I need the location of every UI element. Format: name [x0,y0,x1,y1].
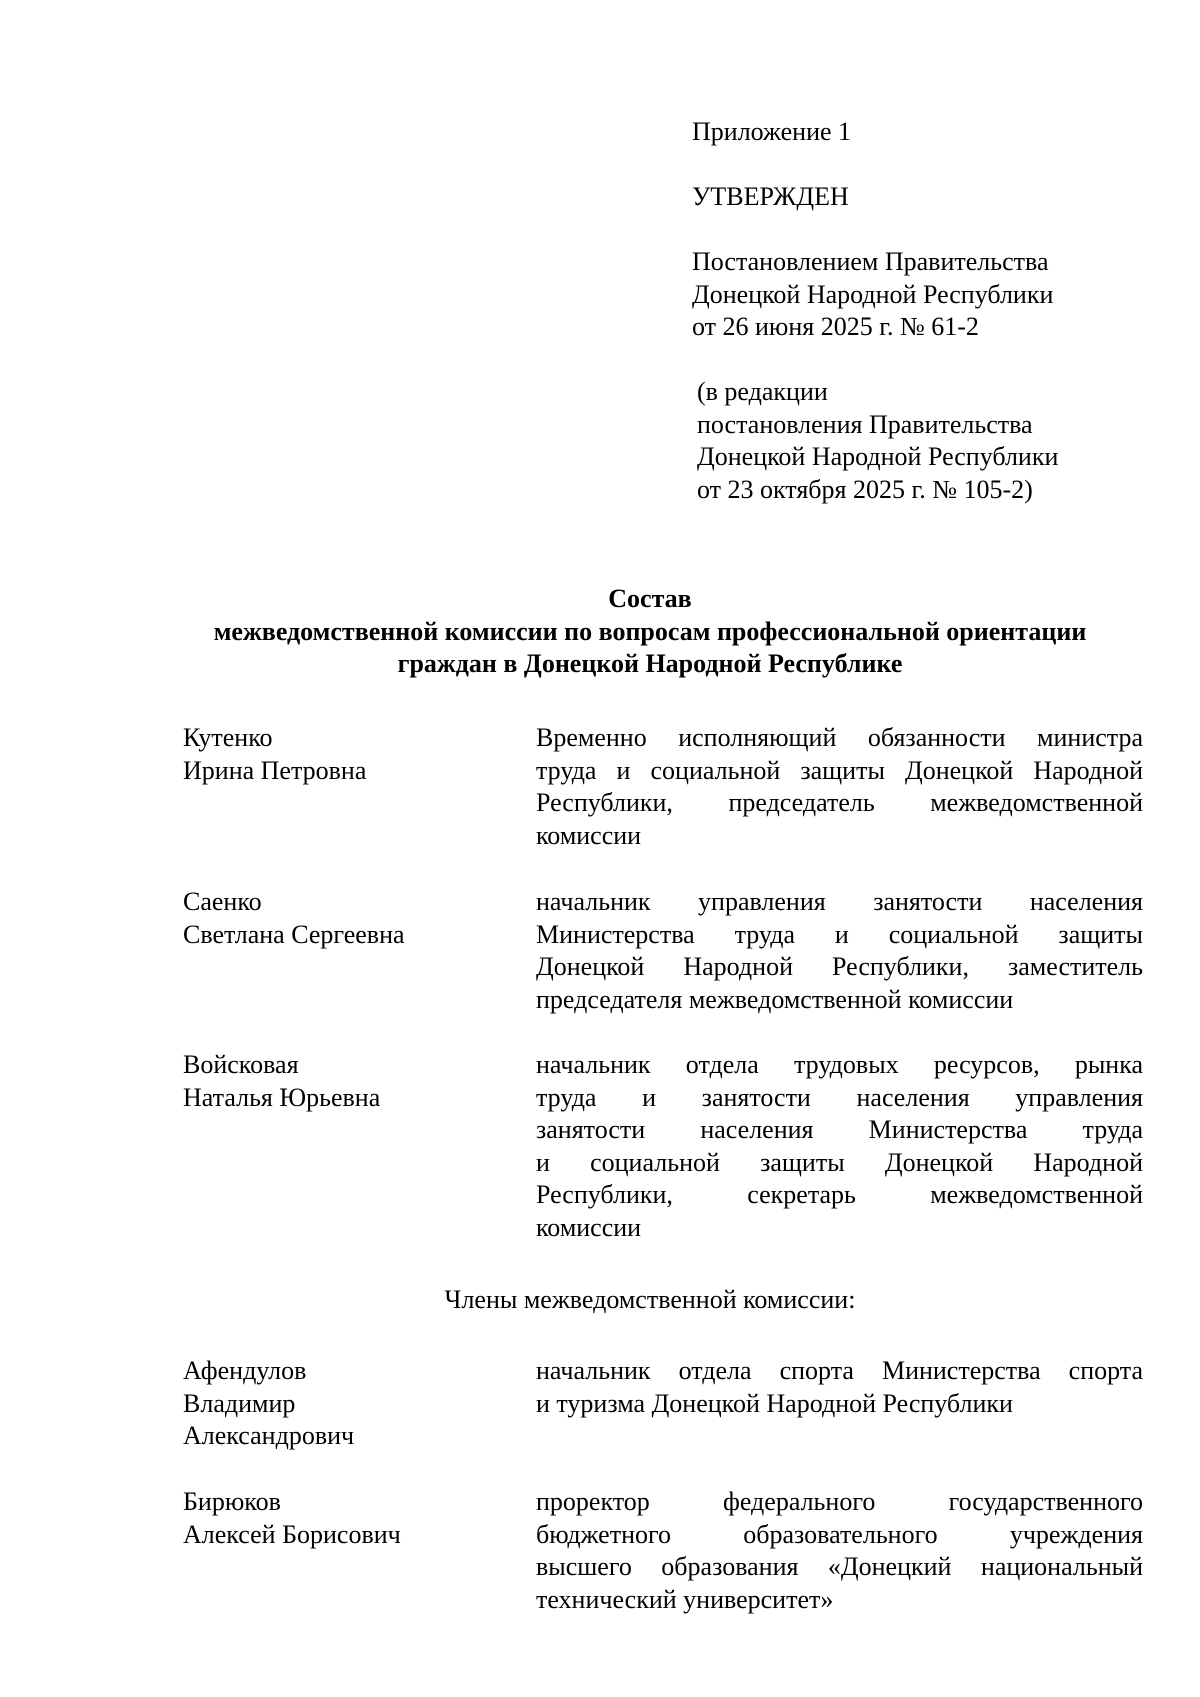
member-name [183,886,503,951]
name-line: Бирюков [183,1487,281,1516]
member-role [536,1355,1143,1420]
member-role [536,722,1143,852]
role-line: Донецкой Народной Республики, заместитель [536,952,1143,981]
document-title [150,583,1150,681]
role-line: технический университет» [536,1584,834,1614]
edition-line: постановления Правительства [697,409,1033,439]
name-line: Александрович [183,1421,355,1450]
title-line: граждан в Донецкой Народной Республике [397,649,903,678]
role-line: труда и занятости населения управления [536,1082,1143,1112]
member-role [536,1049,1143,1244]
role-line: председателя межведомственной комиссии [536,984,1014,1014]
appendix-text: Приложение 1 [692,117,852,146]
name-line: Владимир [183,1388,296,1418]
role-line: бюджетного образовательного учреждения [536,1519,1143,1549]
name-line: Афендулов [183,1356,307,1385]
member-name [183,1049,503,1114]
member-role [536,886,1143,1016]
member-name [183,722,503,787]
decree-line: Постановлением Правительства [692,247,1049,276]
role-line: начальник отдела спорта Министерства спорта [536,1356,1143,1385]
title-line: Состав [608,584,692,613]
title-line: межведомственной комиссии по вопросам профессиональной ориентации [213,616,1087,646]
member-role [536,1486,1143,1616]
decree-reference [692,246,1053,344]
role-line: и социальной защиты Донецкой Народной [536,1147,1143,1177]
member-name [183,1486,503,1551]
member-name [183,1355,503,1453]
edition-line: от 23 октября 2025 г. № 105-2) [697,474,1033,504]
role-line: комиссии [536,820,642,850]
role-line: и туризма Донецкой Народной Республики [536,1388,1013,1418]
name-line: Кутенко [183,723,273,752]
approved-label [692,181,849,214]
role-line: начальник отдела трудовых ресурсов, рынка [536,1050,1143,1079]
role-line: Министерства труда и социальной защиты [536,919,1143,949]
name-line: Саенко [183,887,262,916]
name-line: Войсковая [183,1050,299,1079]
members-section-label: Члены межведомственной комиссии: [444,1285,856,1314]
edition-line: (в редакции [697,377,828,406]
role-line: труда и социальной защиты Донецкой Народной [536,755,1143,785]
role-line: Республики, секретарь межведомственной [536,1180,1143,1209]
decree-line: Донецкой Народной Республики [692,279,1054,309]
edition-line: Донецкой Народной Республики [697,442,1059,471]
role-line: Временно исполняющий обязанности министра [536,723,1143,752]
role-line: начальник управления занятости населения [536,887,1143,916]
role-line: проректор федерального государственного [536,1487,1143,1516]
appendix-label [692,116,851,149]
edition-reference [697,376,1058,506]
name-line: Ирина Петровна [183,755,367,785]
decree-line: от 26 июня 2025 г. № 61-2 [692,312,979,341]
role-line: Республики, председатель межведомственной [536,788,1143,817]
role-line: комиссии [536,1212,642,1242]
name-line: Алексей Борисович [183,1519,401,1549]
role-line: занятости населения Министерства труда [536,1115,1143,1144]
role-line: высшего образования «Донецкий национальный [536,1552,1143,1581]
name-line: Светлана Сергеевна [183,919,405,949]
name-line: Наталья Юрьевна [183,1082,381,1112]
approved-text: УТВЕРЖДЕН [692,182,849,211]
